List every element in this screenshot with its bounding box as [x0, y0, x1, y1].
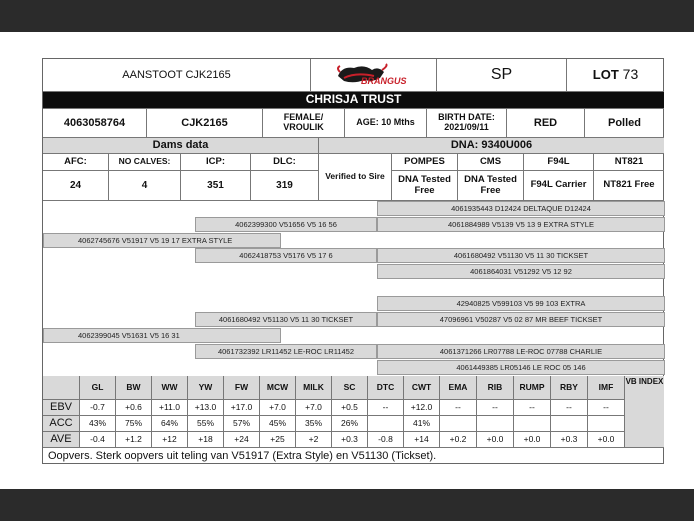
acc-value: 64% [152, 416, 188, 432]
birth-date-value: 2021/09/11 [444, 122, 489, 132]
pedigree-entry: 4061680492 V51130 V5 11 30 TICKSET [377, 248, 665, 263]
ebv-header: MILK [296, 376, 332, 400]
lot-number: 73 [622, 66, 639, 83]
ave-value: -0.4 [80, 432, 116, 448]
ebv-header: CWT [404, 376, 440, 400]
ebv-header-vb-index: VB INDEX [625, 376, 664, 448]
pedigree-entry: 4062399045 V51631 V5 16 31 [43, 328, 281, 343]
acc-value: 26% [332, 416, 368, 432]
verified-to-sire: Verified to Sire [319, 154, 392, 201]
test-result-nt821: NT821 Free [594, 171, 664, 201]
animal-color: RED [507, 109, 585, 138]
animal-id: 4063058764 [43, 109, 147, 138]
acc-value [368, 416, 404, 432]
ebv-header: RBY [551, 376, 588, 400]
acc-value: 75% [116, 416, 152, 432]
ebv-value: +7.0 [296, 400, 332, 416]
ebv-value: -- [477, 400, 514, 416]
pedigree-entry: 4061935443 D12424 DELTAQUE D12424 [377, 201, 665, 216]
pedigree-entry: 4061864031 V51292 V5 12 92 [377, 264, 665, 279]
test-name-f94l: F94L [524, 154, 594, 171]
dlc-label: DLC: [251, 154, 319, 171]
status-code: SP [437, 59, 567, 92]
ave-value: +18 [188, 432, 224, 448]
pedigree-entry: 4061449385 LR05146 LE ROC 05 146 [377, 360, 665, 375]
ebv-header: SC [332, 376, 368, 400]
ebv-value: -- [514, 400, 551, 416]
acc-value: 45% [260, 416, 296, 432]
brangus-logo [311, 59, 437, 92]
pedigree-entry: 4061884989 V5139 V5 13 9 EXTRA STYLE [377, 217, 665, 232]
ebv-value: +0.6 [116, 400, 152, 416]
ebv-header: IMF [588, 376, 625, 400]
ave-value: +0.0 [514, 432, 551, 448]
animal-name: CHRISJA TRUST [43, 92, 664, 109]
ave-value: +14 [404, 432, 440, 448]
acc-value: 55% [188, 416, 224, 432]
test-name-pompes: POMPES [392, 154, 458, 171]
ave-value: +12 [152, 432, 188, 448]
ebv-table [43, 376, 664, 448]
lot-card [42, 58, 664, 464]
afc-value: 24 [43, 171, 109, 201]
icp-label: ICP: [181, 154, 251, 171]
ave-value: +2 [296, 432, 332, 448]
dams-data-label: Dams data [43, 138, 319, 154]
ebv-header: BW [116, 376, 152, 400]
no-calves-value: 4 [109, 171, 181, 201]
pedigree-entry: 42940825 V599103 V5 99 103 EXTRA [377, 296, 665, 311]
test-result-pompes: DNA Tested Free [392, 171, 458, 201]
acc-value: 35% [296, 416, 332, 432]
ave-value: +25 [260, 432, 296, 448]
animal-horn: Polled [585, 109, 664, 138]
icp-value: 351 [181, 171, 251, 201]
pedigree-entry: 4061680492 V51130 V5 11 30 TICKSET [195, 312, 377, 327]
pedigree-entry: 4062399300 V51656 V5 16 56 [195, 217, 377, 232]
ebv-value: -- [551, 400, 588, 416]
animal-age: AGE: 10 Mths [345, 109, 427, 138]
lot-label: LOT [592, 66, 619, 82]
acc-value [551, 416, 588, 432]
ebv-header: GL [80, 376, 116, 400]
ebv-value: +17.0 [224, 400, 260, 416]
ebv-value: +12.0 [404, 400, 440, 416]
row-label-ave: AVE [43, 432, 80, 448]
ave-value: +0.3 [332, 432, 368, 448]
ave-value: +1.2 [116, 432, 152, 448]
acc-value: 43% [80, 416, 116, 432]
ebv-header: WW [152, 376, 188, 400]
ebv-header: YW [188, 376, 224, 400]
dna-code: DNA: 9340U006 [319, 138, 664, 154]
pedigree-entry: 4061371266 LR07788 LE-ROC 07788 CHARLIE [377, 344, 665, 359]
acc-value [588, 416, 625, 432]
birth-date-label: BIRTH DATE: [438, 112, 495, 123]
pedigree-entry: 47096961 V50287 V5 02 87 MR BEEF TICKSET [377, 312, 665, 327]
pedigree-entry: 4062745676 V51917 V5 19 17 EXTRA STYLE [43, 233, 281, 248]
ave-value: +0.3 [551, 432, 588, 448]
ebv-value: -0.7 [80, 400, 116, 416]
row-label-ebv: EBV [43, 400, 80, 416]
ebv-value: +13.0 [188, 400, 224, 416]
acc-value: 57% [224, 416, 260, 432]
ebv-value: +7.0 [260, 400, 296, 416]
ave-value: +0.0 [588, 432, 625, 448]
ebv-header: FW [224, 376, 260, 400]
ebv-header: RUMP [514, 376, 551, 400]
lot-box [567, 59, 664, 92]
acc-value [514, 416, 551, 432]
ebv-value: -- [440, 400, 477, 416]
test-name-nt821: NT821 [594, 154, 664, 171]
pedigree-entry: 4062418753 V5176 V5 17 6 [195, 248, 377, 263]
test-name-cms: CMS [458, 154, 524, 171]
ave-value: -0.8 [368, 432, 404, 448]
birth-date-cell [427, 109, 507, 138]
bottom-frame-bar [0, 489, 694, 521]
ebv-corner [43, 376, 80, 400]
top-frame-bar [0, 0, 694, 32]
ebv-header: DTC [368, 376, 404, 400]
ebv-value: -- [368, 400, 404, 416]
dlc-value: 319 [251, 171, 319, 201]
no-calves-label: NO CALVES: [109, 154, 181, 171]
afc-label: AFC: [43, 154, 109, 171]
test-result-cms: DNA Tested Free [458, 171, 524, 201]
ebv-header: EMA [440, 376, 477, 400]
row-label-acc: ACC [43, 416, 80, 432]
comment: Oopvers. Sterk oopvers uit teling van V51917 (Extra Style) en V51130 (Tickset). [48, 450, 437, 462]
ebv-header: MCW [260, 376, 296, 400]
ebv-value: +11.0 [152, 400, 188, 416]
test-result-f94l: F94L Carrier [524, 171, 594, 201]
pedigree-entry: 4061732392 LR11452 LE-ROC LR11452 [195, 344, 377, 359]
ebv-header: RIB [477, 376, 514, 400]
animal-sex: FEMALE/ VROULIK [263, 109, 345, 138]
logo-text: BRANGUS [361, 76, 407, 86]
animal-code: CJK2165 [147, 109, 263, 138]
ave-value: +0.2 [440, 432, 477, 448]
ebv-value: -- [588, 400, 625, 416]
acc-value [440, 416, 477, 432]
acc-value [477, 416, 514, 432]
ebv-value: +0.5 [332, 400, 368, 416]
ave-value: +0.0 [477, 432, 514, 448]
ave-value: +24 [224, 432, 260, 448]
acc-value: 41% [404, 416, 440, 432]
sire-name: AANSTOOT CJK2165 [43, 59, 311, 92]
